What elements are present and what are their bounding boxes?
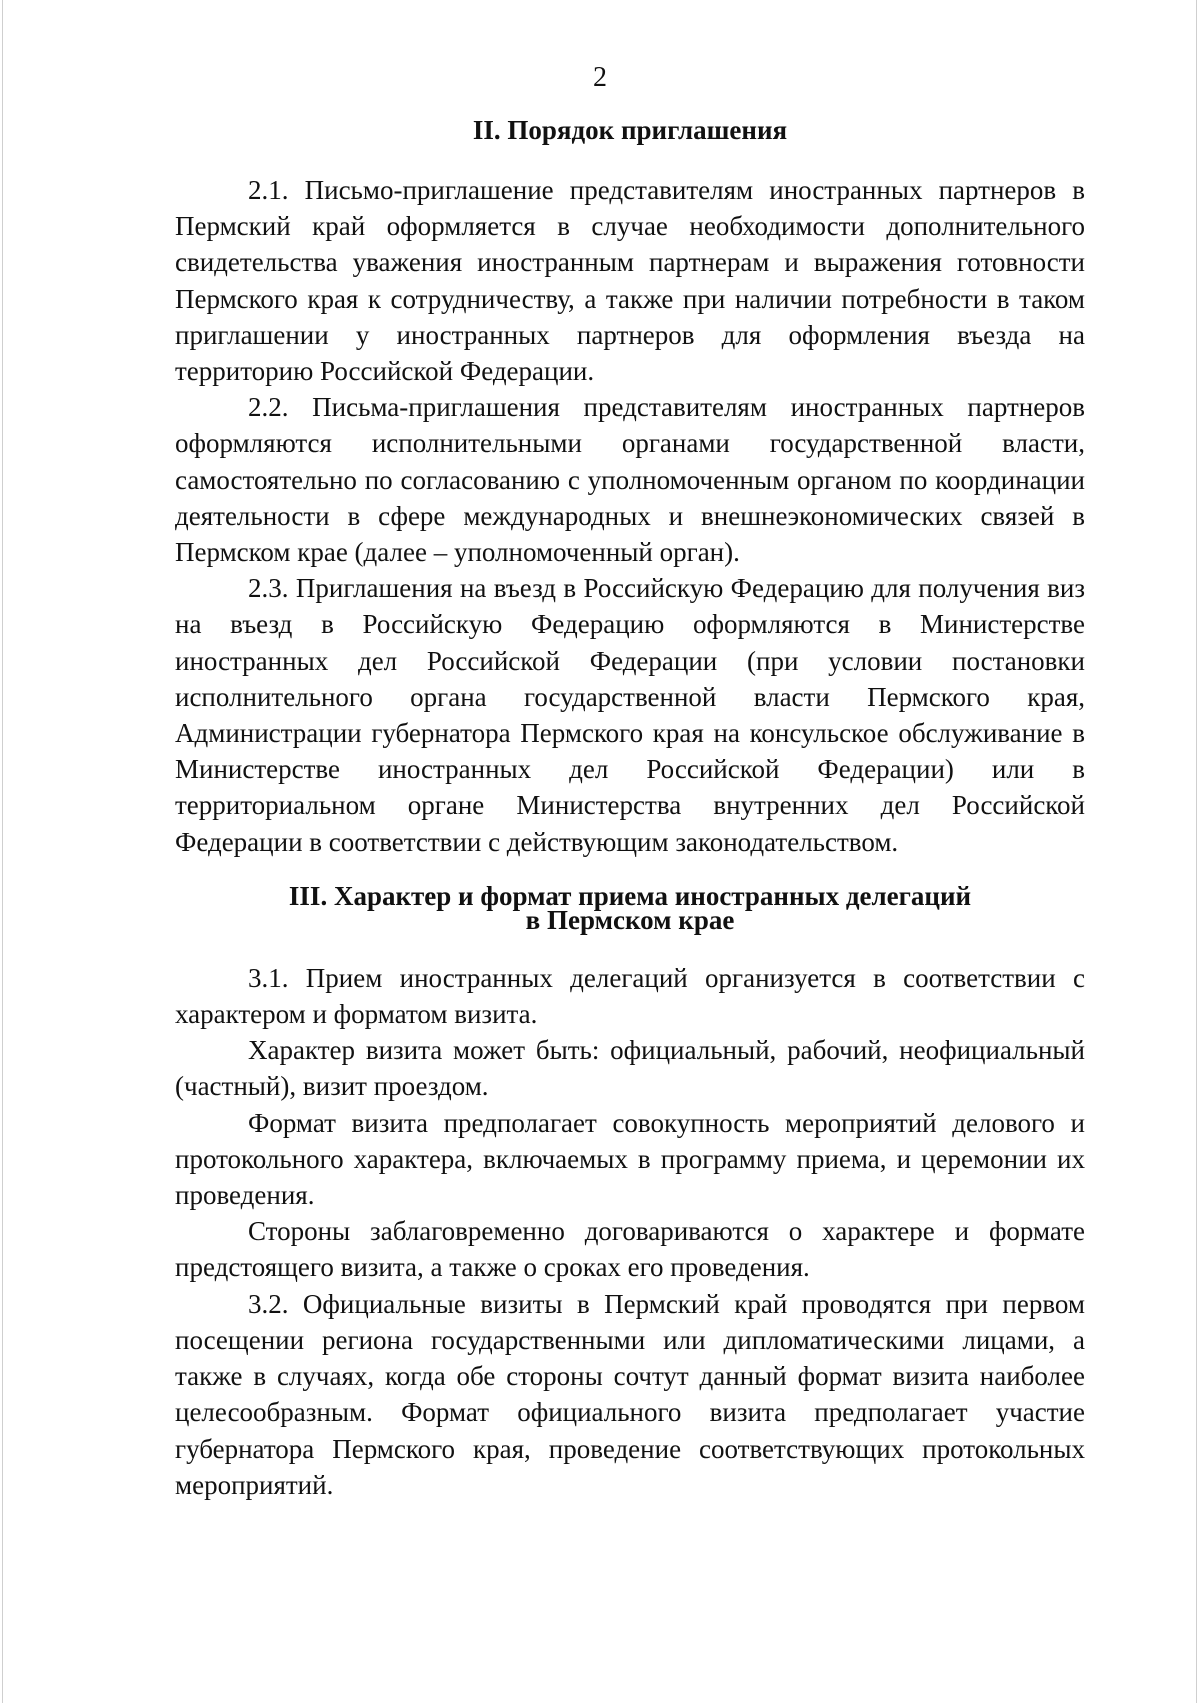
section-3-heading bbox=[175, 880, 1085, 935]
paragraph-3-2: 3.2. Официальные визиты в Пермский край проводятся при первом посещении региона государственными или дипломатическими лицами, а также в случаях, когда обе стороны сочтут данный формат визита наиболее целесообразным. Формат официального визита предполагает участие губернатора Пермского края, проведение соответствующих протокольных мероприятий. bbox=[175, 1288, 1085, 1500]
paragraph-3-1: 3.1. Прием иностранных делегаций организуется в соответствии с характером и форматом визита. bbox=[175, 962, 1085, 1030]
paragraph-visit-format: Формат визита предполагает совокупность мероприятий делового и протокольного характера, включаемых в программу приема, и церемонии их проведения. bbox=[175, 1107, 1085, 1211]
section-3-heading-line-1: III. Характер и формат приема иностранных делегаций bbox=[288, 880, 972, 911]
document-body bbox=[175, 112, 1085, 1503]
section-2-heading: II. Порядок приглашения bbox=[472, 115, 788, 145]
scan-edge-line-left bbox=[2, 0, 3, 1703]
scan-edge-line-right bbox=[1196, 0, 1197, 1703]
paragraph-visit-character: Характер визита может быть: официальный, рабочий, неофициальный (частный), визит проездом. bbox=[175, 1035, 1085, 1102]
page-number: 2 bbox=[593, 62, 607, 93]
paragraph-2-1: 2.1. Письмо-приглашение представителям иностранных партнеров в Пермский край оформляется в случае необходимости дополнительного свидетельства уважения иностранным партнерам и выражения готовности Пермского края к сотрудничеству, а также при наличии потребности в таком приглашении у иностранных партнеров для оформления въезда на территорию Российской Федерации. bbox=[175, 175, 1085, 387]
paragraph-parties-agreement: Стороны заблаговременно договариваются о характере и формате предстоящего визита, а также о сроках его проведения. bbox=[175, 1216, 1085, 1283]
paragraph-2-3: 2.3. Приглашения на въезд в Российскую Федерацию для получения виз на въезд в Российскую Федерацию оформляются в Министерстве иностранных дел Российской Федерации (при условии постановки исполнительного органа государственной власти Пермского края, Администрации губернатора Пермского края на консульское обслуживание в Министерстве иностранных дел Российской Федерации) или в территориальном органе Министерства внутренних дел Российской Федерации в соответствии с действующим законодательством. bbox=[175, 573, 1085, 857]
paragraph-2-2: 2.2. Письма-приглашения представителям иностранных партнеров оформляются исполнительными органами государственной власти, самостоятельно по согласованию с уполномоченным органом по координации деятельности в сфере международных и внешнеэкономических связей в Пермском крае (далее – уполномоченный орган). bbox=[175, 392, 1085, 568]
section-3-heading-line-2: в Пермском крае bbox=[525, 904, 735, 935]
